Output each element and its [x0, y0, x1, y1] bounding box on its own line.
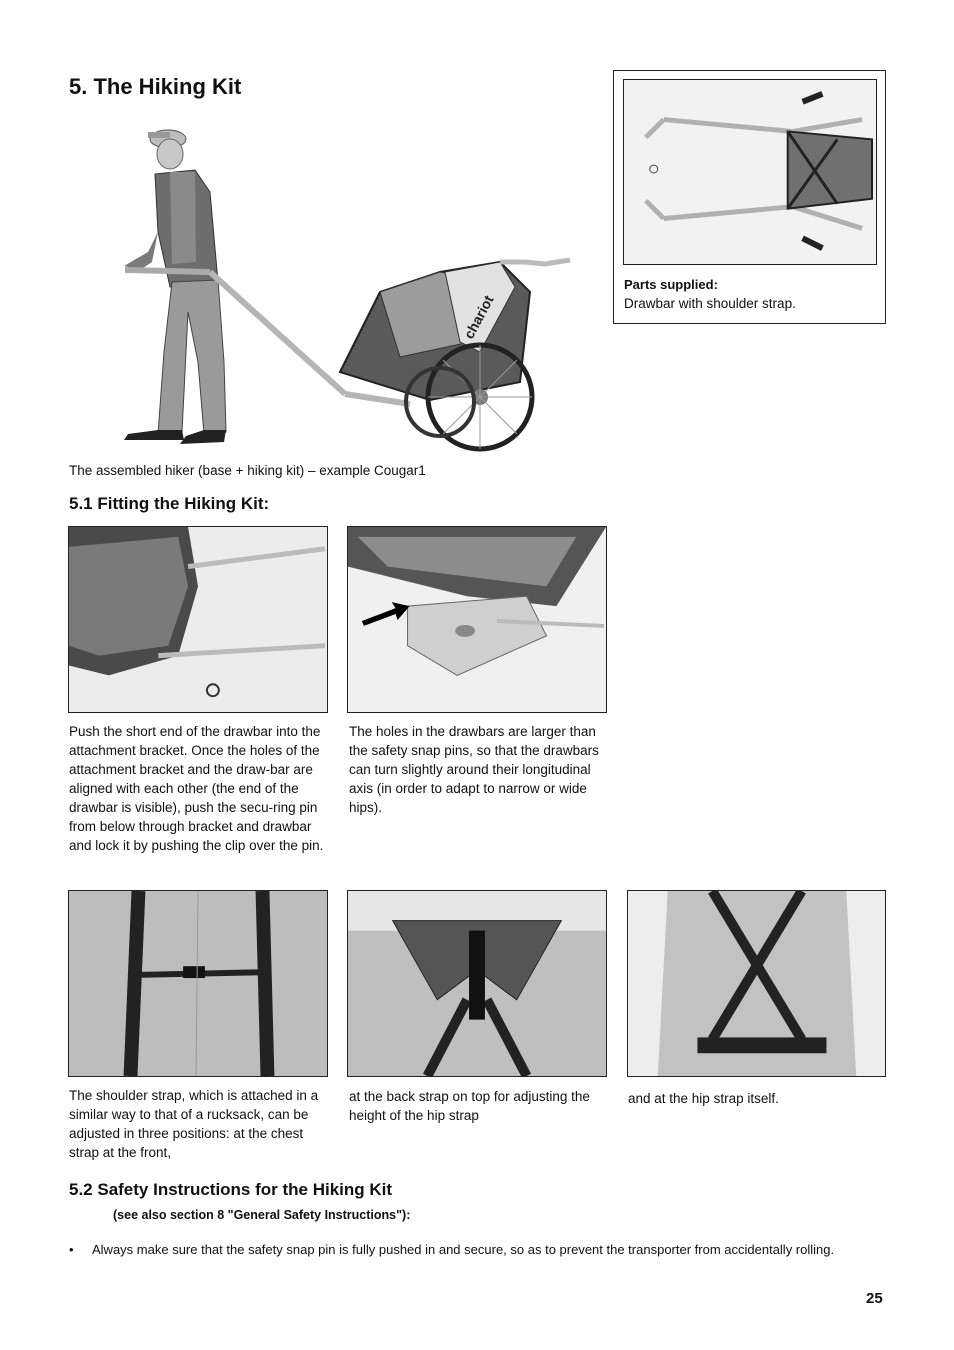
fitting-step-2: The holes in the drawbars are larger than the safety snap pins, so that the drawbars can turn slightly around their longitudinal axis (in order to adapt to narrow or wide hips). [349, 724, 599, 815]
fitting-step-1: Push the short end of the drawbar into the attachment bracket. Once the holes of the attachment bracket and the draw-bar are aligned with each other (the end of the drawbar is visible), push the secu-ring pin from below through bracket and drawbar and lock it by pushing the clip over the pin. [69, 724, 324, 853]
hero-brand-label: chariot [460, 292, 497, 342]
section-safety-heading: 5.2 Safety Instructions for the Hiking Kit [69, 1180, 393, 1199]
section-fitting-heading: 5.1 Fitting the Hiking Kit: [69, 494, 270, 513]
chest-strap-photo [68, 890, 328, 1077]
parts-text: Drawbar with shoulder strap. [624, 296, 796, 311]
bullet-marker: • [69, 1242, 74, 1257]
parts-heading: Parts supplied: [624, 277, 718, 292]
hip-strap-photo [627, 890, 886, 1077]
safety-bullet-text: Always make sure that the safety snap pin is fully pushed in and secure, so as to prevent the transporter from accidentally rolling. [92, 1242, 835, 1257]
section-safety-subheading: (see also section 8 "General Safety Instructions"): [113, 1208, 411, 1222]
strap-step-3: and at the hip strap itself. [628, 1091, 779, 1106]
bracket-hole-photo [347, 526, 607, 713]
attachment-bracket-photo [68, 526, 328, 713]
strap-step-2: at the back strap on top for adjusting the height of the hip strap [349, 1089, 590, 1123]
strap-step-1: The shoulder strap, which is attached in a similar way to that of a rucksack, can be adjusted in three positions: at the chest strap at the front, [69, 1088, 319, 1160]
page-title: 5. The Hiking Kit [69, 74, 242, 99]
hero-illustration [100, 112, 590, 452]
back-strap-photo [347, 890, 607, 1077]
parts-supplied-box [613, 70, 886, 324]
drawbar-photo [623, 79, 877, 265]
page-number: 25 [866, 1290, 883, 1307]
hero-caption: The assembled hiker (base + hiking kit) – example Cougar1 [69, 463, 426, 478]
